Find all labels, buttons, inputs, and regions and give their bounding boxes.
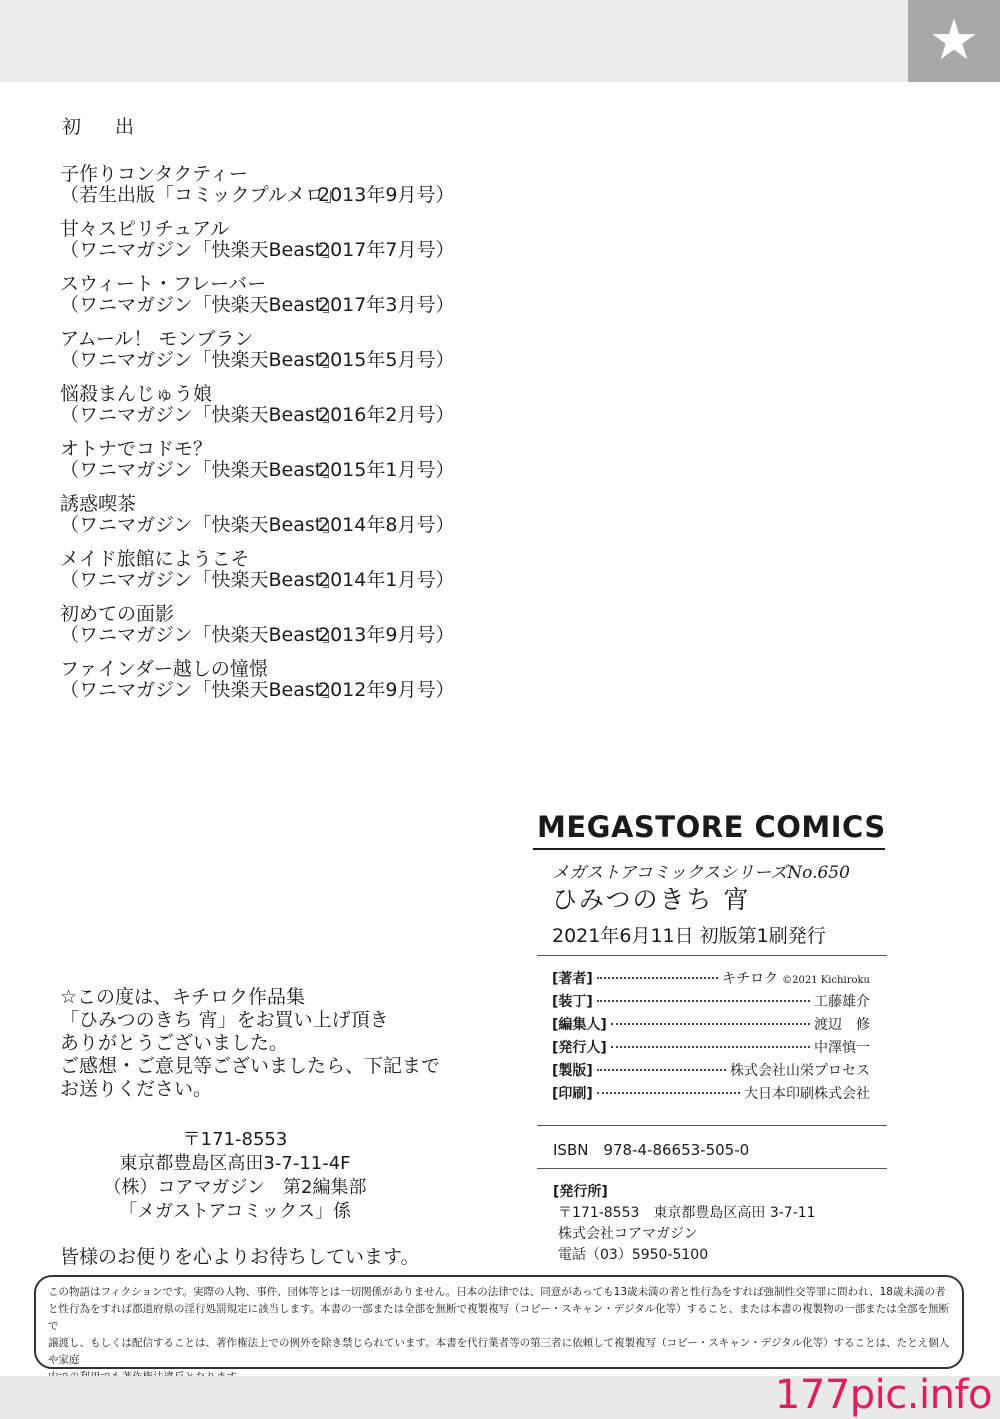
legal-notice — [34, 1275, 964, 1369]
leader-dots — [597, 1069, 726, 1071]
message-line: お送りください。 — [60, 1078, 213, 1100]
closing-message: 皆様のお便りを心よりお待ちしています。 — [60, 1246, 420, 1268]
credit-name: 渡辺 修 — [814, 1017, 870, 1033]
publication-date: 2021年6月11日 初版第1刷発行 — [552, 925, 826, 947]
credit-name: 中澤慎一 — [814, 1040, 870, 1056]
publisher-heading: [発行所] — [553, 1184, 608, 1200]
publisher-name: 株式会社コアマガジン — [558, 1226, 698, 1242]
series-number: メガストアコミックスシリーズNo.650 — [552, 863, 850, 883]
credit-role: [著者] — [552, 971, 593, 987]
work-source — [60, 295, 500, 316]
message-line: ありがとうございました。 — [60, 1032, 289, 1054]
work-source — [60, 625, 500, 646]
work-entry — [60, 659, 500, 714]
credit-row — [552, 1014, 870, 1037]
leader-dots — [597, 1092, 740, 1094]
work-issue: 2015年1月号） — [318, 459, 455, 481]
work-publication: （ワニマガジン「快楽天Beast」 — [60, 404, 342, 426]
work-entry — [60, 384, 500, 439]
work-issue: 2017年3月号） — [318, 294, 455, 316]
leader-dots — [597, 1000, 810, 1002]
work-source — [60, 185, 500, 206]
work-title: メイド旅館にようこそ — [60, 548, 250, 570]
work-source — [60, 240, 500, 261]
work-source — [60, 350, 500, 371]
book-title: ひみつのきち 宵 — [552, 885, 751, 914]
work-issue: 2016年2月号） — [318, 404, 455, 426]
work-publication: （ワニマガジン「快楽天Beast」 — [60, 459, 342, 481]
credits-list — [552, 968, 870, 1106]
credit-name: 工藤雄介 — [814, 994, 870, 1010]
work-title: オトナでコドモ？ — [60, 438, 213, 460]
credit-row — [552, 991, 870, 1014]
work-entry — [60, 549, 500, 604]
legal-line: この物語はフィクションです。実際の人物、事件、団体等とは一切関係がありません。日本の法律では、同意があっても13歳未満の者と性行為をすれば強制性交等罪に問われ、18歳未満の者 — [48, 1286, 946, 1298]
work-publication: （ワニマガジン「快楽天Beast」 — [60, 514, 342, 536]
address-line: 東京都豊島区高田3-7-11-4F — [119, 1153, 351, 1174]
credit-name: 株式会社山栄プロセス — [730, 1063, 870, 1079]
work-publication: （ワニマガジン「快楽天Beast」 — [60, 624, 342, 646]
work-publication: （若生出版「コミックプルメロ」 — [60, 184, 344, 206]
leader-dots — [611, 1046, 810, 1048]
brand-underline — [533, 848, 885, 850]
credit-name: キチロク — [722, 971, 779, 987]
message-line: ☆この度は、キチロク作品集 — [60, 986, 306, 1008]
credit-role: [編集人] — [552, 1017, 607, 1033]
work-source — [60, 680, 500, 701]
work-issue: 2014年1月号） — [318, 569, 455, 591]
credit-role: [印刷] — [552, 1086, 593, 1102]
credit-row — [552, 1037, 870, 1060]
work-issue: 2013年9月号） — [318, 184, 455, 206]
work-source — [60, 570, 500, 591]
work-publication: （ワニマガジン「快楽天Beast」 — [60, 349, 342, 371]
work-publication: （ワニマガジン「快楽天Beast」 — [60, 294, 342, 316]
legal-line: と性行為をすれば都道府県の淫行処罰規定に該当します。本書の一部または全部を無断で複製複写（コピー・スキャン・デジタル化等）すること、または本書の複製物の一部または全部を無断で — [48, 1303, 950, 1332]
credit-name: 大日本印刷株式会社 — [744, 1086, 870, 1102]
leader-dots — [597, 977, 718, 979]
top-band — [0, 0, 908, 82]
work-title: アムール！ モンブラン — [60, 328, 254, 350]
work-title: 悩殺まんじゅう娘 — [60, 383, 213, 405]
work-title: 誘惑喫茶 — [60, 493, 137, 515]
star-icon: ★ — [928, 8, 980, 73]
work-title: 初めての面影 — [60, 603, 175, 625]
watermark: 177pic.info — [774, 1372, 992, 1418]
work-publication: （ワニマガジン「快楽天Beast」 — [60, 239, 342, 261]
work-issue: 2017年7月号） — [318, 239, 455, 261]
credit-row — [552, 1060, 870, 1083]
work-entry — [60, 494, 500, 549]
divider — [537, 1168, 887, 1169]
work-issue: 2013年9月号） — [318, 624, 455, 646]
work-publication: （ワニマガジン「快楽天Beast」 — [60, 679, 342, 701]
work-issue: 2015年5月号） — [318, 349, 455, 371]
isbn: ISBN 978-4-86653-505-0 — [553, 1141, 750, 1159]
work-entry — [60, 329, 500, 384]
message-line: ご感想・ご意見等ございましたら、下記まで — [60, 1055, 441, 1077]
work-title: 甘々スピリチュアル — [60, 218, 230, 240]
work-entry — [60, 439, 500, 494]
work-entry — [60, 274, 500, 329]
credit-row — [552, 1083, 870, 1106]
publisher-info — [558, 1203, 816, 1266]
mail-address — [100, 1128, 370, 1224]
first-appearance-heading: 初 出 — [62, 116, 149, 138]
work-publication: （ワニマガジン「快楽天Beast」 — [60, 569, 342, 591]
copyright-notice: ©2021 Kichiroku — [782, 975, 870, 986]
star-badge — [908, 0, 1000, 82]
work-entry — [60, 604, 500, 659]
address-line: 「メガストアコミックス」係 — [118, 1201, 352, 1222]
publisher-phone: 電話（03）5950-5100 — [558, 1247, 709, 1263]
work-source — [60, 515, 500, 536]
work-entry — [60, 164, 500, 219]
credit-role: [製版] — [552, 1063, 593, 1079]
brand-logo: MEGASTORE COMICS — [537, 810, 886, 844]
divider — [537, 1125, 887, 1126]
divider — [537, 955, 887, 956]
publisher-address: 〒171-8553 東京都豊島区高田 3-7-11 — [558, 1205, 816, 1221]
thanks-message — [60, 986, 440, 1101]
first-appearance-list — [60, 164, 500, 714]
work-entry — [60, 219, 500, 274]
credit-row — [552, 968, 870, 991]
address-line: 〒171-8553 — [182, 1129, 288, 1150]
work-source — [60, 460, 500, 481]
work-source — [60, 405, 500, 426]
credit-role: [発行人] — [552, 1040, 607, 1056]
work-issue: 2012年9月号） — [318, 679, 455, 701]
work-title: ファインダー越しの憧憬 — [60, 658, 268, 680]
legal-line: 譲渡し、もしくは配信することは、著作権法上での例外を除き禁じられています。本書を代行業者等の第三者に依頼して複製複写（コピー・スキャン・デジタル化等）することは、たとえ個人や家庭 — [48, 1337, 950, 1366]
credit-role: [装丁] — [552, 994, 593, 1010]
address-line: （株）コアマガジン 第2編集部 — [103, 1177, 367, 1198]
leader-dots — [611, 1023, 810, 1025]
work-title: 子作りコンタクティー — [60, 163, 248, 185]
message-line: 「ひみつのきち 宵」をお買い上げ頂き — [60, 1009, 389, 1031]
work-issue: 2014年8月号） — [318, 514, 455, 536]
work-title: スウィート・フレーバー — [60, 273, 267, 295]
